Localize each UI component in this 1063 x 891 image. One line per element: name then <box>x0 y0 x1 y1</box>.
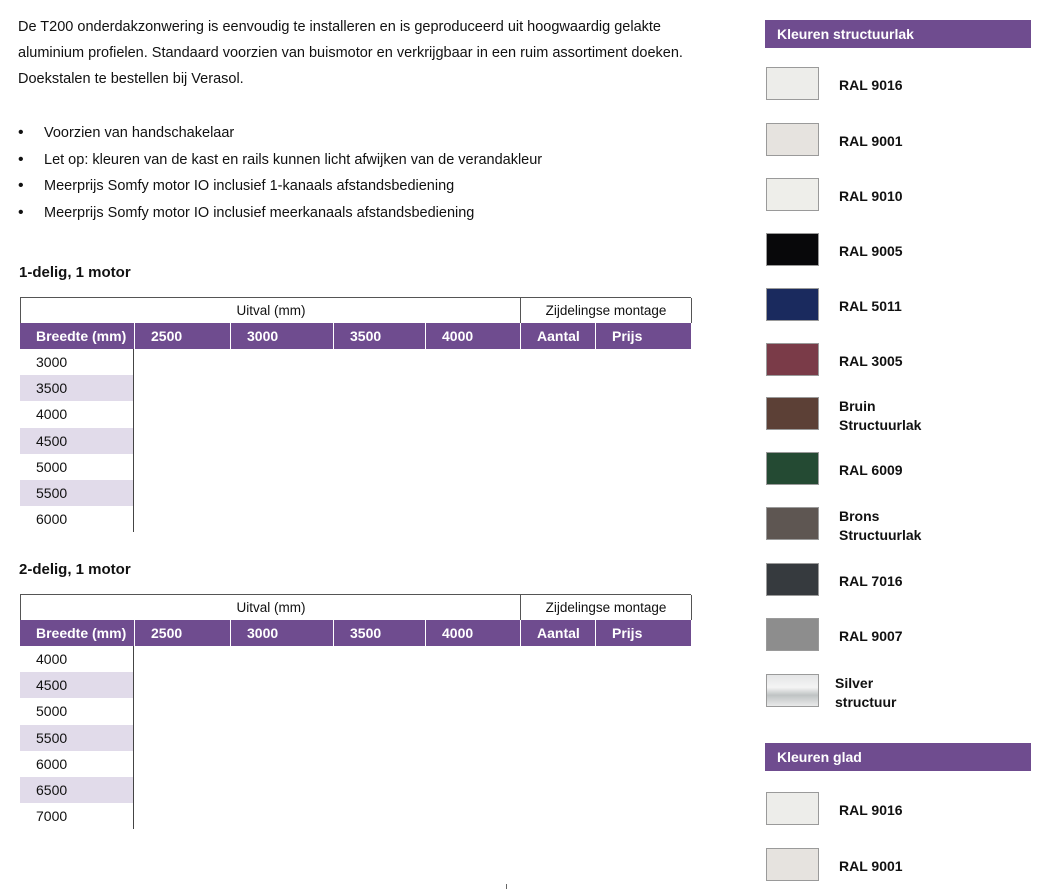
color-name-line2: structuur <box>835 694 897 710</box>
table-row: 4500 <box>20 428 134 454</box>
price-table-2 <box>20 594 691 829</box>
col-breedte: Breedte (mm) <box>36 625 127 641</box>
color-swatch-item <box>765 848 1031 884</box>
color-swatch-label <box>839 242 903 261</box>
intro-line: aluminium profielen. Standaard voorzien van buismotor en verkrijgbaar in een ruim assortiment doeken. <box>18 45 683 61</box>
col-aantal: Aantal <box>520 620 595 646</box>
feature-item: • Voorzien van handschakelaar <box>18 120 542 147</box>
color-swatch-item <box>765 397 1031 433</box>
table-row: 4500 <box>20 672 134 698</box>
color-swatch <box>766 123 819 156</box>
color-swatch-item <box>765 674 1031 710</box>
color-name: Bruin <box>839 398 876 414</box>
color-swatch <box>766 178 819 211</box>
color-swatch-item <box>765 233 1031 269</box>
table-group-header <box>20 297 691 323</box>
intro-paragraph <box>18 14 718 92</box>
color-swatch-label <box>839 187 903 206</box>
color-swatch <box>766 397 819 430</box>
color-name: RAL 7016 <box>839 573 903 589</box>
table-title-2: 2-delig, 1 motor <box>19 561 131 578</box>
table-body <box>20 646 691 829</box>
color-swatch <box>766 848 819 881</box>
color-swatch-label <box>839 801 903 820</box>
table-row: 4000 <box>20 401 134 427</box>
color-name: RAL 5011 <box>839 298 902 314</box>
col-aantal: Aantal <box>520 323 595 349</box>
color-swatch-label <box>839 352 903 371</box>
color-swatch-item <box>765 67 1031 103</box>
table-row: 5000 <box>20 454 134 480</box>
col-2500: 2500 <box>134 323 230 349</box>
color-swatch-label <box>839 572 903 591</box>
price-table-1 <box>20 297 691 532</box>
col-prijs: Prijs <box>595 620 691 646</box>
table-row: 7000 <box>20 803 134 829</box>
color-name: RAL 9016 <box>839 802 903 818</box>
col-3000: 3000 <box>230 323 333 349</box>
color-name: RAL 9005 <box>839 243 903 259</box>
uitval-header: Uitval (mm) <box>20 298 521 323</box>
color-swatch-item <box>765 343 1031 379</box>
color-name: RAL 9016 <box>839 77 903 93</box>
color-swatch <box>766 792 819 825</box>
color-name-line2: Structuurlak <box>839 417 922 433</box>
structuurlak-header: Kleuren structuurlak <box>765 20 1031 48</box>
color-swatch <box>766 563 819 596</box>
color-swatch-item <box>765 288 1031 324</box>
intro-line: De T200 onderdakzonwering is eenvoudig te installeren en is geproduceerd uit hoogwaardig gelakte <box>18 19 661 35</box>
color-swatch-label <box>839 461 903 480</box>
table-row: 6000 <box>20 751 134 777</box>
color-name-line2: Structuurlak <box>839 527 922 543</box>
color-name: RAL 9001 <box>839 858 903 874</box>
color-swatch-item <box>765 618 1031 654</box>
table-group-header <box>20 594 691 620</box>
table-row: 5000 <box>20 698 134 724</box>
color-name: Silver <box>835 675 874 691</box>
col-breedte: Breedte (mm) <box>36 328 127 344</box>
color-name: RAL 9007 <box>839 628 903 644</box>
table-row: 4000 <box>20 646 134 672</box>
color-swatch-label <box>839 507 921 545</box>
color-swatch-label <box>839 297 902 316</box>
color-name: RAL 3005 <box>839 353 903 369</box>
col-4000: 4000 <box>425 620 520 646</box>
color-swatch-label <box>835 674 896 712</box>
col-4000: 4000 <box>425 323 520 349</box>
feature-item: • Let op: kleuren van de kast en rails kunnen licht afwijken van de verandakleur <box>18 147 542 174</box>
color-name: RAL 6009 <box>839 462 903 478</box>
table-column-header <box>20 620 691 646</box>
color-swatch-item <box>765 507 1031 543</box>
color-swatch <box>766 288 819 321</box>
table-row: 5500 <box>20 725 134 751</box>
color-swatch <box>766 452 819 485</box>
uitval-header: Uitval (mm) <box>20 595 521 620</box>
zijdelingse-header: Zijdelingse montage <box>520 595 692 620</box>
glad-header: Kleuren glad <box>765 743 1031 771</box>
table-column-header <box>20 323 691 349</box>
col-3500: 3500 <box>333 323 425 349</box>
color-swatch-item <box>765 452 1031 488</box>
page-mark <box>506 884 507 889</box>
table-row: 5500 <box>20 480 134 506</box>
table-row: 3000 <box>20 349 134 375</box>
zijdelingse-header: Zijdelingse montage <box>520 298 692 323</box>
color-swatch <box>766 343 819 376</box>
feature-list <box>18 120 542 226</box>
color-swatch <box>766 507 819 540</box>
intro-line: Doekstalen te bestellen bij Verasol. <box>18 71 244 87</box>
color-swatch-item <box>765 123 1031 159</box>
table-row: 6000 <box>20 506 134 532</box>
table-body <box>20 349 691 532</box>
color-name: RAL 9010 <box>839 188 903 204</box>
color-name: Brons <box>839 508 880 524</box>
color-swatch <box>766 233 819 266</box>
col-3000: 3000 <box>230 620 333 646</box>
table-title-1: 1-delig, 1 motor <box>19 264 131 281</box>
table-row: 3500 <box>20 375 134 401</box>
color-swatch <box>766 674 819 707</box>
color-swatch <box>766 618 819 651</box>
col-2500: 2500 <box>134 620 230 646</box>
col-prijs: Prijs <box>595 323 691 349</box>
color-name: RAL 9001 <box>839 133 903 149</box>
color-swatch-label <box>839 857 903 876</box>
color-swatch-label <box>839 76 903 95</box>
color-swatch-label <box>839 132 903 151</box>
table-row: 6500 <box>20 777 134 803</box>
color-swatch-item <box>765 178 1031 214</box>
color-swatch-item <box>765 792 1031 828</box>
col-3500: 3500 <box>333 620 425 646</box>
color-swatch-label <box>839 627 903 646</box>
color-swatch-label <box>839 397 921 435</box>
feature-item: • Meerprijs Somfy motor IO inclusief meerkanaals afstandsbediening <box>18 200 542 227</box>
feature-item: • Meerprijs Somfy motor IO inclusief 1-kanaals afstandsbediening <box>18 173 542 200</box>
color-swatch-item <box>765 563 1031 599</box>
color-swatch <box>766 67 819 100</box>
